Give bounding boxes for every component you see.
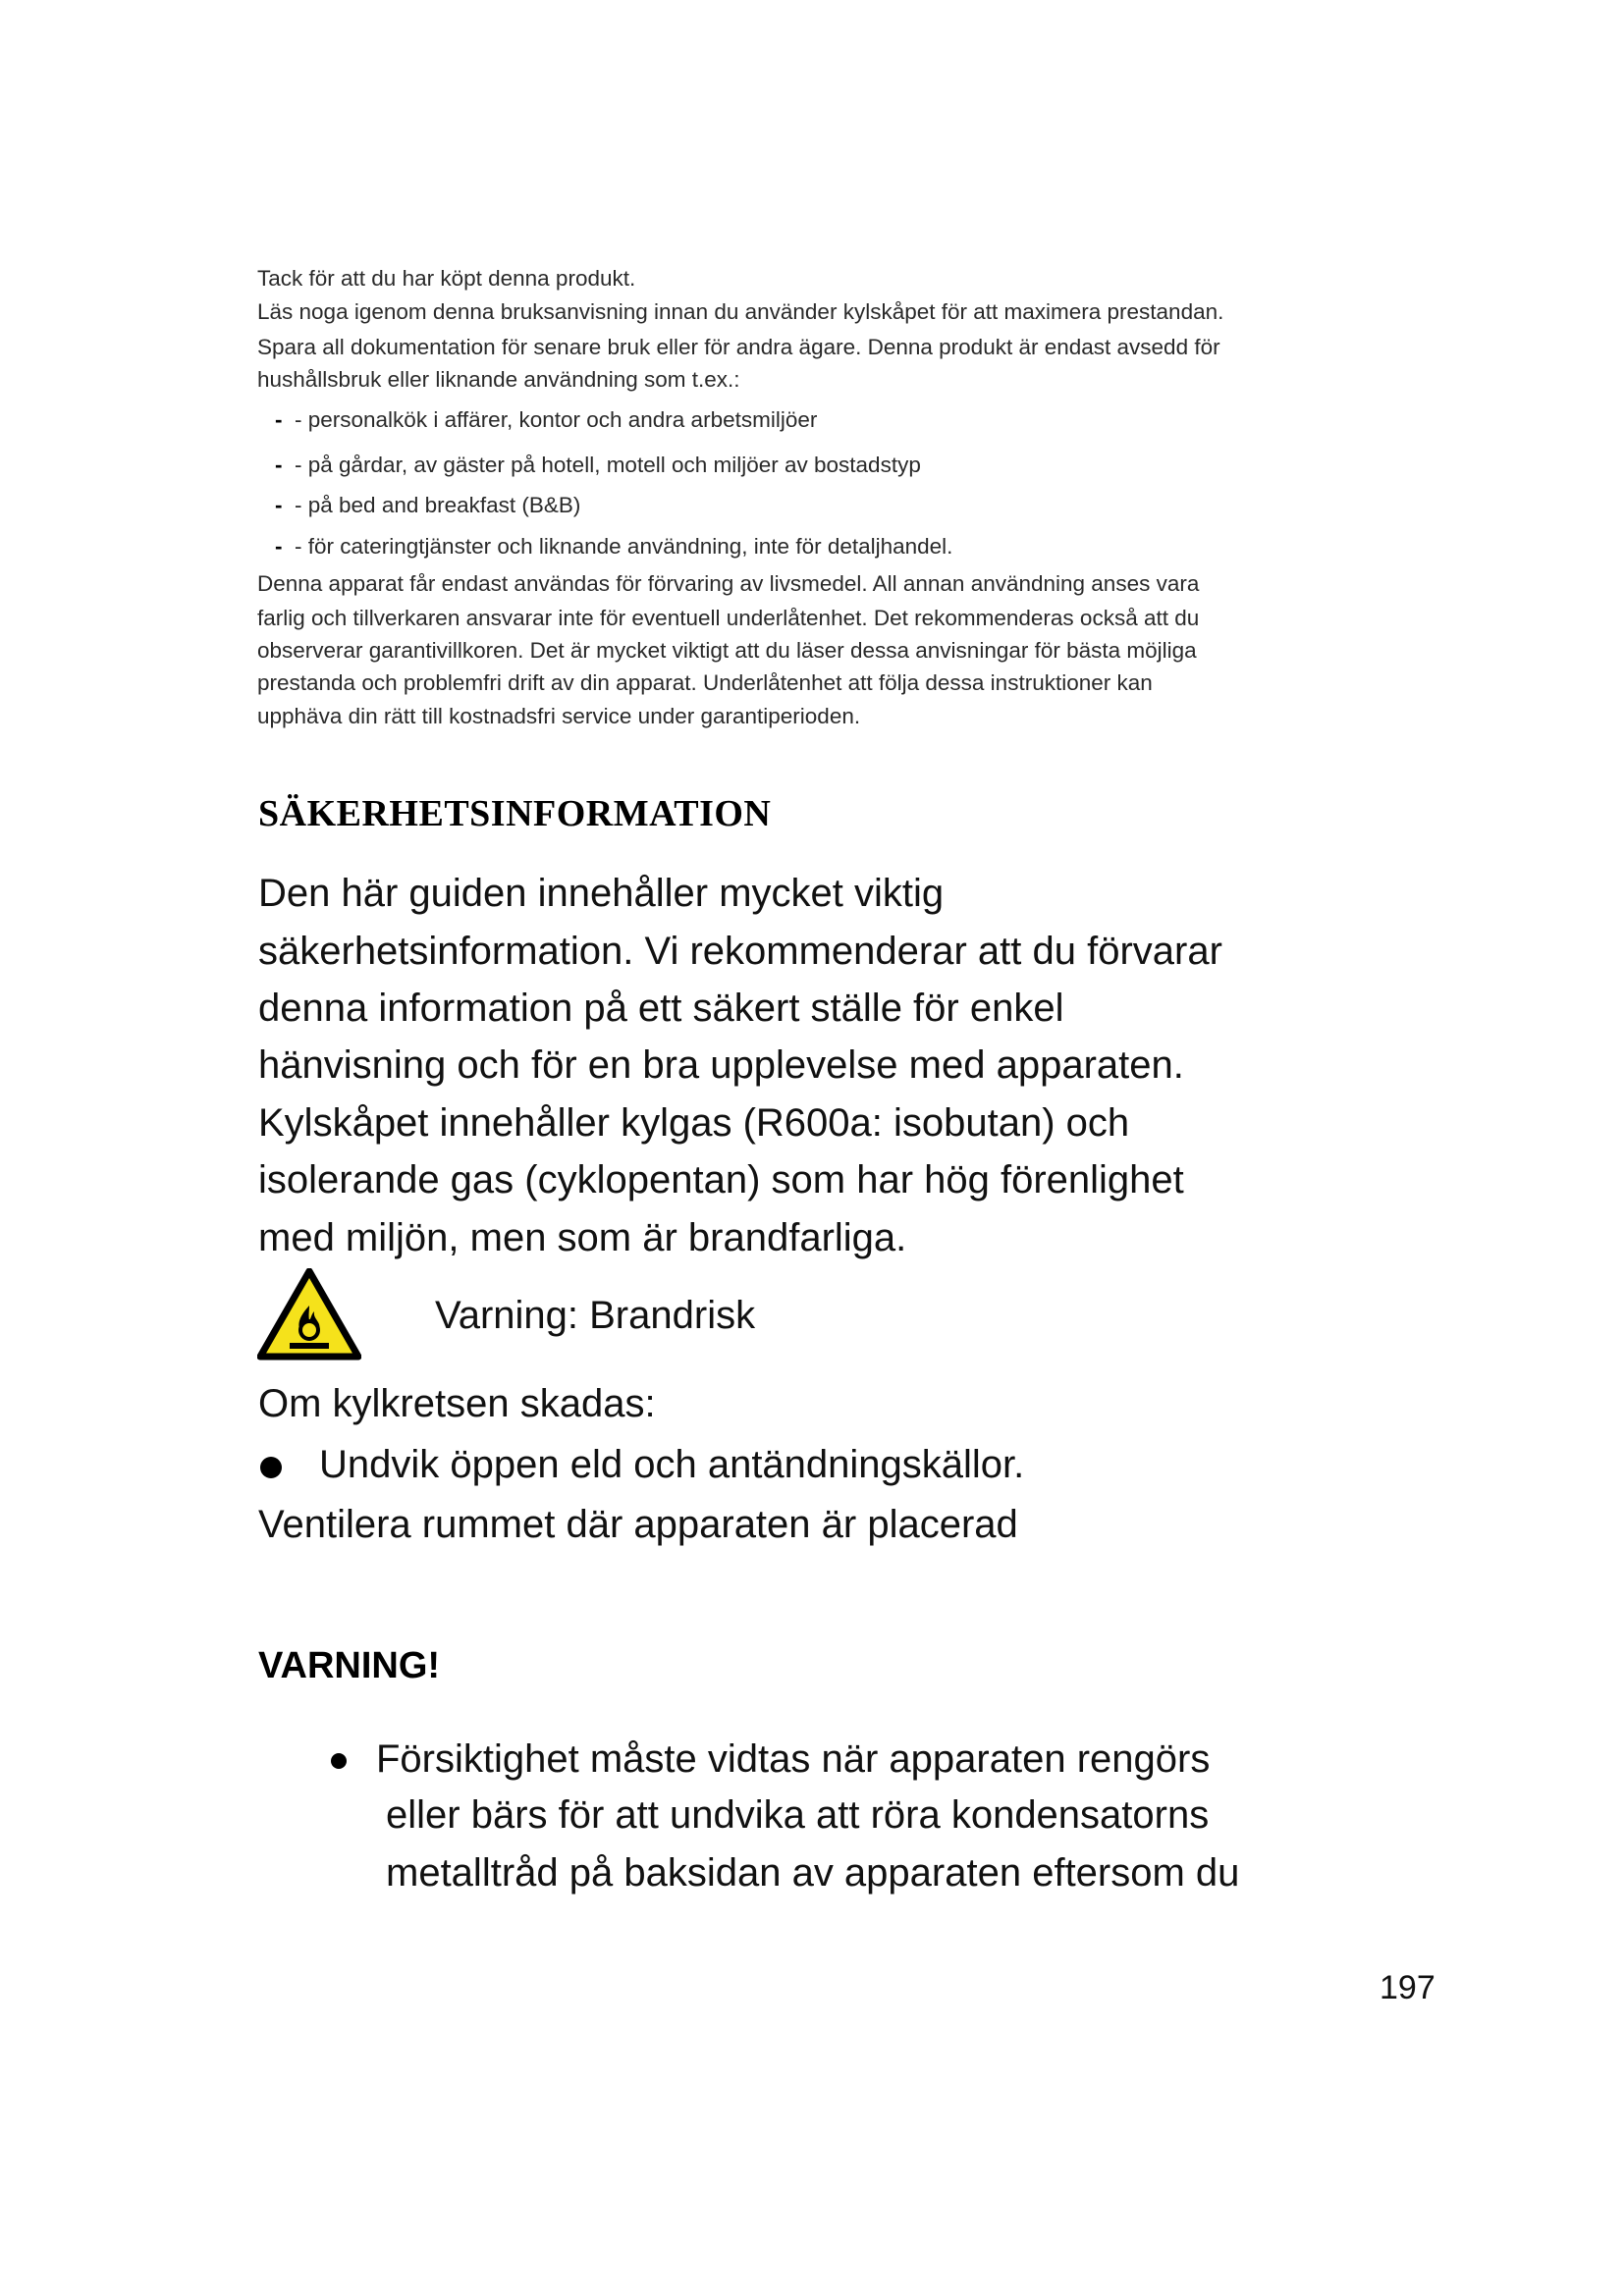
safety-paragraph-line: Den här guiden innehåller mycket viktig (258, 872, 945, 915)
usage-list-item (275, 495, 580, 517)
dash-bullet: - (275, 493, 283, 517)
warning-item-line: Försiktighet måste vidtas när apparaten rengörs (376, 1737, 1211, 1781)
warning-item-line: eller bärs för att undvika att röra kondensatorns (386, 1793, 1210, 1837)
warning-heading: VARNING! (258, 1645, 441, 1686)
fire-hazard-warning-icon (257, 1268, 361, 1361)
dash-bullet: - (275, 453, 283, 477)
warning-item-line: metalltråd på baksidan av apparaten eftersom du (386, 1851, 1240, 1895)
usage-list-item-text: - för cateringtjänster och liknande användning, inte för detaljhandel. (295, 534, 953, 559)
usage-list-item-text: - personalkök i affärer, kontor och andra arbetsmiljöer (295, 407, 818, 432)
safety-paragraph-line: med miljön, men som är brandfarliga. (258, 1216, 907, 1259)
intro-line: Spara all dokumentation för senare bruk eller för andra ägare. Denna produkt är endast avsedd för (257, 335, 1220, 359)
circuit-damaged-text: Om kylkretsen skadas: (258, 1382, 656, 1425)
avoid-flame-text: Undvik öppen eld och antändningskällor. (319, 1443, 1025, 1486)
safety-paragraph-line: isolerande gas (cyklopentan) som har hög förenlighet (258, 1158, 1184, 1201)
usage-list-item-text: - på bed and breakfast (B&B) (295, 493, 581, 517)
intro-line: Läs noga igenom denna bruksanvisning innan du använder kylskåpet för att maximera prestandan. (257, 299, 1224, 324)
intro-closing-line: upphäva din rätt till kostnadsfri service under garantiperioden. (257, 704, 861, 728)
safety-paragraph-line: hänvisning och för en bra upplevelse med apparaten. (258, 1043, 1184, 1087)
dash-bullet: - (275, 407, 283, 432)
intro-closing-line: prestanda och problemfri drift av din apparat. Underlåtenhet att följa dessa instruktioner kan (257, 670, 1153, 695)
intro-line: hushållsbruk eller liknande användning som t.ex.: (257, 367, 740, 392)
safety-paragraph-line: denna information på ett säkert ställe för enkel (258, 987, 1064, 1030)
intro-closing-line: Denna apparat får endast användas för förvaring av livsmedel. All annan användning anses vara (257, 571, 1200, 596)
page-number: 197 (1380, 1969, 1435, 2006)
safety-paragraph-line: Kylskåpet innehåller kylgas (R600a: isobutan) och (258, 1101, 1130, 1145)
usage-list-item (275, 409, 817, 432)
usage-list-item-text: - på gårdar, av gäster på hotell, motell och miljöer av bostadstyp (295, 453, 921, 477)
intro-closing-line: observerar garantivillkoren. Det är mycket viktigt att du läser dessa anvisningar för bästa möjliga (257, 638, 1197, 663)
bullet-dot-icon (260, 1457, 282, 1478)
bullet-dot-icon (331, 1753, 347, 1769)
intro-line: Tack för att du har köpt denna produkt. (257, 266, 636, 291)
intro-closing-line: farlig och tillverkaren ansvarar inte för eventuell underlåtenhet. Det rekommenderas också att du (257, 606, 1200, 630)
safety-heading: SÄKERHETSINFORMATION (258, 793, 772, 834)
usage-list-item (275, 536, 952, 559)
ventilate-text: Ventilera rummet där apparaten är placerad (258, 1503, 1018, 1546)
dash-bullet: - (275, 534, 283, 559)
safety-paragraph-line: säkerhetsinformation. Vi rekommenderar att du förvarar (258, 930, 1222, 973)
usage-list-item (275, 454, 921, 477)
fire-warning-label: Varning: Brandrisk (435, 1294, 756, 1337)
